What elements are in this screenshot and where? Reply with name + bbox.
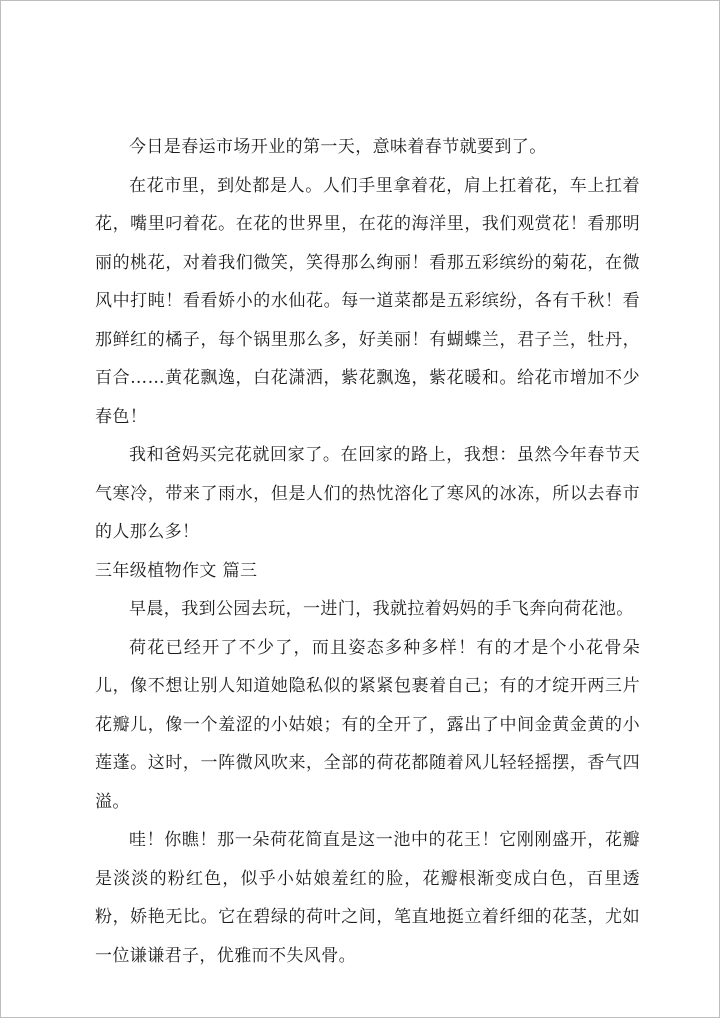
paragraph-intro: 今日是春运市场开业的第一天，意味着春节就要到了。: [129, 137, 547, 157]
paragraph-flower-market: 在花市里，到处都是人。人们手里拿着花，肩上扛着花，车上扛着花，嘴里叼着花。在花的世界里，在花的海洋里，我们观赏花！看那明丽的桃花，对着我们微笑，笑得那么绚丽！看那五彩缤纷的菊花，在微风中打盹！看看娇小的水仙花。每一道菜都是五彩缤纷，各有千秋！看那鲜红的橘子，每个锅里那么多，好美丽！有蝴蝶兰，君子兰，牡丹，百合……黄花飘逸，白花潇洒，紫花飘逸，紫花暖和。给花市增加不少春色！: [95, 175, 640, 427]
paragraph-morning-park: 早晨，我到公园去玩，一进门，我就拉着妈妈的手飞奔向荷花池。: [129, 599, 634, 619]
paragraph-going-home: 我和爸妈买完花就回家了。在回家的路上，我想：虽然今年春节天气寒冷，带来了雨水，但是人们的热忱溶化了寒风的冰冻，所以去春市的人那么多！: [95, 445, 640, 542]
paragraph-lotus-king: 哇！你瞧！那一朵荷花简直是这一池中的花王！它刚刚盛开，花瓣是淡淡的粉红色，似乎小姑娘羞红的脸，花瓣根渐变成白色，百里透粉，娇艳无比。它在碧绿的荷叶之间，笔直地挺立着纤细的花茎，尤如一位谦谦君子，优雅而不失风骨。: [95, 830, 640, 966]
document-body: [95, 128, 640, 975]
paragraph-lotus-shapes: 荷花已经开了不少了，而且姿态多种多样！有的才是个小花骨朵儿，像不想让别人知道她隐私似的紧紧包裹着自己；有的才绽开两三片花瓣儿，像一个羞涩的小姑娘；有的全开了，露出了中间金黄金黄的小莲蓬。这时，一阵微风吹来，全部的荷花都随着风儿轻轻摇摆，香气四溢。: [95, 637, 640, 812]
section-heading: 三年级植物作文 篇三: [95, 560, 258, 581]
